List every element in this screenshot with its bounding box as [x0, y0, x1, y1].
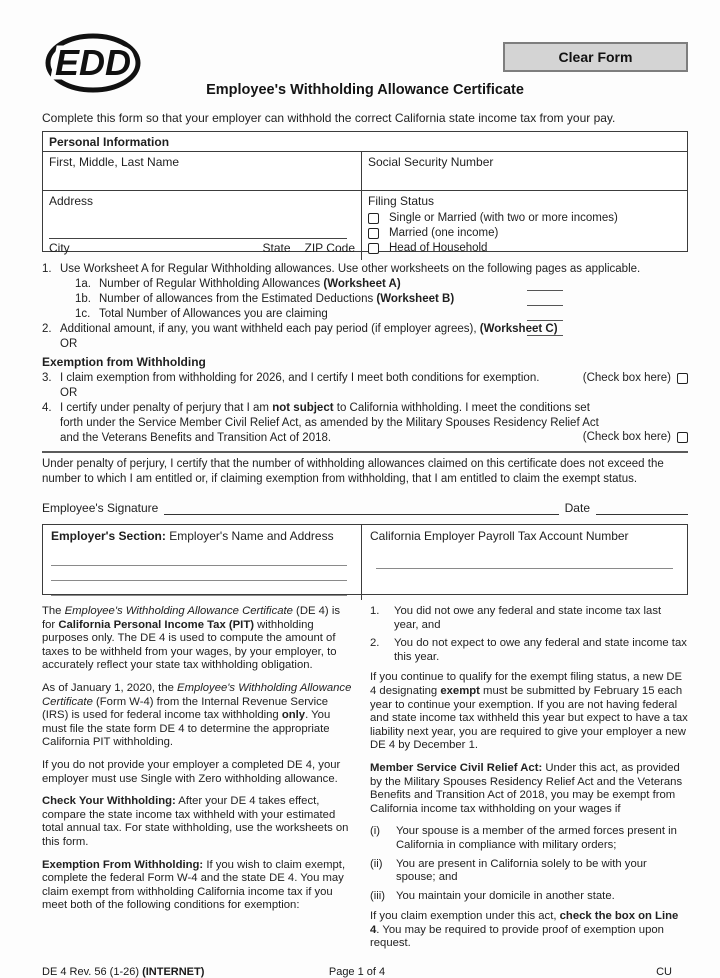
left-paragraph-4: Check Your Withholding: After your DE 4 takes effect, compare the state income tax withheld with your estimated total annual tax. For state withholding, use the worksheets on this form.: [42, 795, 349, 848]
line-1b-entry[interactable]: [527, 295, 563, 306]
right-item-iii-text: You maintain your domicile in another state.: [396, 889, 615, 902]
clear-form-button[interactable]: Clear Form: [503, 42, 688, 72]
employer-address-line-3[interactable]: [51, 584, 347, 596]
line-1c-number: 1c.: [75, 308, 91, 320]
city-label[interactable]: City: [49, 241, 70, 255]
right-item-i: [370, 825, 688, 852]
ssn-label: Social Security Number: [368, 155, 494, 169]
payroll-account-input-line[interactable]: [376, 543, 673, 569]
right-paragraph-3: If you claim exemption under this act, check the box on Line 4. You may be required to provide proof of exemption upon request.: [370, 910, 679, 950]
signature-label: Employee's Signature: [42, 501, 159, 515]
filing-option-head-of-household[interactable]: [368, 242, 681, 254]
line-1b-text: Number of allowances from the Estimated Deductions (Worksheet B): [99, 293, 455, 305]
line-1a-number: 1a.: [75, 278, 91, 290]
instructions-right-column: [370, 605, 688, 960]
line-3-text: I claim exemption from withholding for 2026, and I certify I meet both conditions for exemption.: [60, 372, 540, 384]
line-4: [42, 401, 688, 446]
form-revision: DE 4 Rev. 56 (1-26) (INTERNET): [42, 966, 205, 978]
filing-option-label: Head of Household: [389, 242, 488, 254]
exemption-heading: Exemption from Withholding: [42, 355, 206, 369]
line-1-number: 1.: [42, 263, 52, 275]
svg-text:EDD: EDD: [54, 42, 132, 83]
payroll-account-label: California Employer Payroll Tax Account Number: [370, 529, 629, 543]
line-2-text: Additional amount, if any, you want withheld each pay period (if employer agrees), (Worksheet C): [60, 323, 558, 335]
filing-status-label: Filing Status: [368, 194, 435, 208]
employer-section-label: Employer's Section: Employer's Name and Address: [51, 529, 334, 543]
footer-code: CU: [656, 966, 672, 978]
line-1a: [75, 277, 688, 292]
payroll-account-cell: [361, 525, 687, 600]
right-paragraph-2: Member Service Civil Relief Act: Under this act, as provided by the Military Spouses Residency Relief Act and the Veterans Benefits and Transition Act of 2018, you may be exempt from California income tax withholding on your wages if: [370, 761, 683, 815]
line-2-entry[interactable]: [527, 325, 563, 336]
zip-label[interactable]: ZIP Code: [304, 241, 355, 255]
line-4-text: I certify under penalty of perjury that I am not subject to California withholding. I meet the conditions set forth under the Service Member Civil Relief Act, as amended by the Military Spouses Residency Relief Act and the Veterans Benefits and Transition Act of 2018.: [60, 402, 599, 444]
allowances-section: [42, 262, 688, 352]
right-condition-1: [370, 605, 688, 632]
filing-option-married-one-income[interactable]: [368, 227, 681, 239]
date-input-line[interactable]: [596, 501, 688, 515]
right-item-i-number: (i): [370, 825, 381, 838]
line-1c-entry[interactable]: [527, 310, 563, 321]
line-1c: [75, 307, 688, 322]
exemption-section: [42, 371, 688, 446]
or-separator-1: OR: [60, 338, 78, 350]
personal-information-section: [42, 131, 688, 255]
right-condition-2-text: You do not expect to owe any federal and state income tax this year.: [394, 637, 687, 663]
or-separator-2: OR: [60, 387, 78, 399]
right-item-iii-number: (iii): [370, 889, 386, 902]
intro-text: Complete this form so that your employer can withhold the correct California state income tax from your pay.: [42, 111, 616, 125]
line-1b-number: 1b.: [75, 293, 91, 305]
employer-name-address-cell: [43, 525, 361, 600]
right-paragraph-1: If you continue to qualify for the exempt filing status, a new DE 4 designating exempt must be submitted by February 15 each year to continue your exemption. If you are not having federal and state income tax withheld this year but expect to have a tax liability next year, you are required to give your employer a new DE 4 by December 1.: [370, 671, 688, 752]
check-box-here-label: (Check box here): [582, 372, 671, 384]
filing-option-single-or-married[interactable]: [368, 212, 681, 224]
line-1-text: Use Worksheet A for Regular Withholding allowances. Use other worksheets on the following pages as applicable.: [60, 263, 641, 275]
name-field[interactable]: [43, 152, 361, 190]
left-paragraph-2: As of January 1, 2020, the Employee's Withholding Allowance Certificate (Form W-4) from the Internal Revenue Service (IRS) is used for federal income tax withholding only. You must file the state form DE 4 to determine the appropriate California PIT withholding.: [42, 681, 352, 749]
line-2: [42, 322, 688, 337]
line-1b: [75, 292, 688, 307]
address-label: Address: [49, 194, 94, 208]
line-3-exemption-checkbox[interactable]: [677, 373, 688, 384]
line-4-exemption-checkbox[interactable]: [677, 432, 688, 443]
employer-address-line-2[interactable]: [51, 569, 347, 581]
checkbox-head-of-household[interactable]: [368, 243, 379, 254]
personal-information-heading: Personal Information: [43, 132, 687, 152]
form-header: [42, 30, 688, 96]
section-divider: [42, 451, 688, 453]
line-3: [42, 371, 688, 386]
line-1: [42, 262, 688, 277]
line-1c-text: Total Number of Allowances you are claiming: [99, 308, 328, 320]
check-box-here-label: (Check box here): [582, 431, 671, 443]
right-item-ii-text: You are present in California solely to be with your spouse; and: [396, 857, 647, 884]
left-paragraph-5: Exemption From Withholding: If you wish to claim exempt, complete the federal Form W-4 and the state DE 4. You may claim exempt from withholding California income tax if you meet both of the following conditions for exemption:: [42, 858, 346, 912]
filing-option-label: Married (one income): [389, 227, 499, 239]
line-2-number: 2.: [42, 323, 52, 335]
left-paragraph-1: The Employee's Withholding Allowance Certificate (DE 4) is for California Personal Income Tax (PIT) withholding purposes only. The DE 4 is used to compute the amount of taxes to be withheld from your wages, by your employer, to accurately reflect your state tax withholding obligation.: [42, 605, 340, 672]
employer-address-line-1[interactable]: [51, 554, 347, 566]
state-label[interactable]: State: [262, 241, 291, 255]
date-label: Date: [564, 501, 590, 515]
right-condition-1-number: 1.: [370, 605, 380, 617]
right-condition-1-text: You did not owe any federal and state income tax last year, and: [394, 605, 662, 631]
checkbox-single-or-married[interactable]: [368, 213, 379, 224]
signature-input-line[interactable]: [164, 501, 558, 515]
ssn-field[interactable]: [361, 152, 687, 190]
page-title: Employee's Withholding Allowance Certificate: [206, 82, 524, 98]
right-condition-2: [370, 637, 688, 664]
right-condition-2-number: 2.: [370, 637, 380, 650]
name-label: First, Middle, Last Name: [49, 155, 180, 169]
filing-option-label: Single or Married (with two or more incomes): [389, 212, 618, 224]
right-item-ii-number: (ii): [370, 857, 383, 870]
line-4-number: 4.: [42, 402, 52, 414]
right-item-iii: [370, 890, 688, 904]
signature-row: [42, 501, 688, 515]
certification-text: Under penalty of perjury, I certify that the number of withholding allowances claimed on this certificate does not exceed the number to which I am entitled or, if claiming exemption from withholding, that I am entitled to claim the exempt status.: [42, 458, 664, 485]
instructions: [42, 605, 688, 960]
employer-section: [42, 524, 688, 595]
right-item-ii: [370, 858, 688, 885]
page-footer: [42, 966, 688, 978]
line-1a-entry[interactable]: [527, 280, 563, 291]
instructions-left-column: [42, 605, 354, 960]
address-input-line[interactable]: [49, 238, 347, 239]
right-item-i-text: Your spouse is a member of the armed forces present in California in compliance with military orders;: [396, 825, 677, 851]
checkbox-married-one-income[interactable]: [368, 228, 379, 239]
left-paragraph-3: If you do not provide your employer a completed DE 4, your employer must use Single with Zero withholding allowance.: [42, 758, 341, 785]
page-number: Page 1 of 4: [328, 966, 386, 978]
line-3-number: 3.: [42, 372, 52, 384]
line-1a-text: Number of Regular Withholding Allowances (Worksheet A): [99, 278, 401, 290]
